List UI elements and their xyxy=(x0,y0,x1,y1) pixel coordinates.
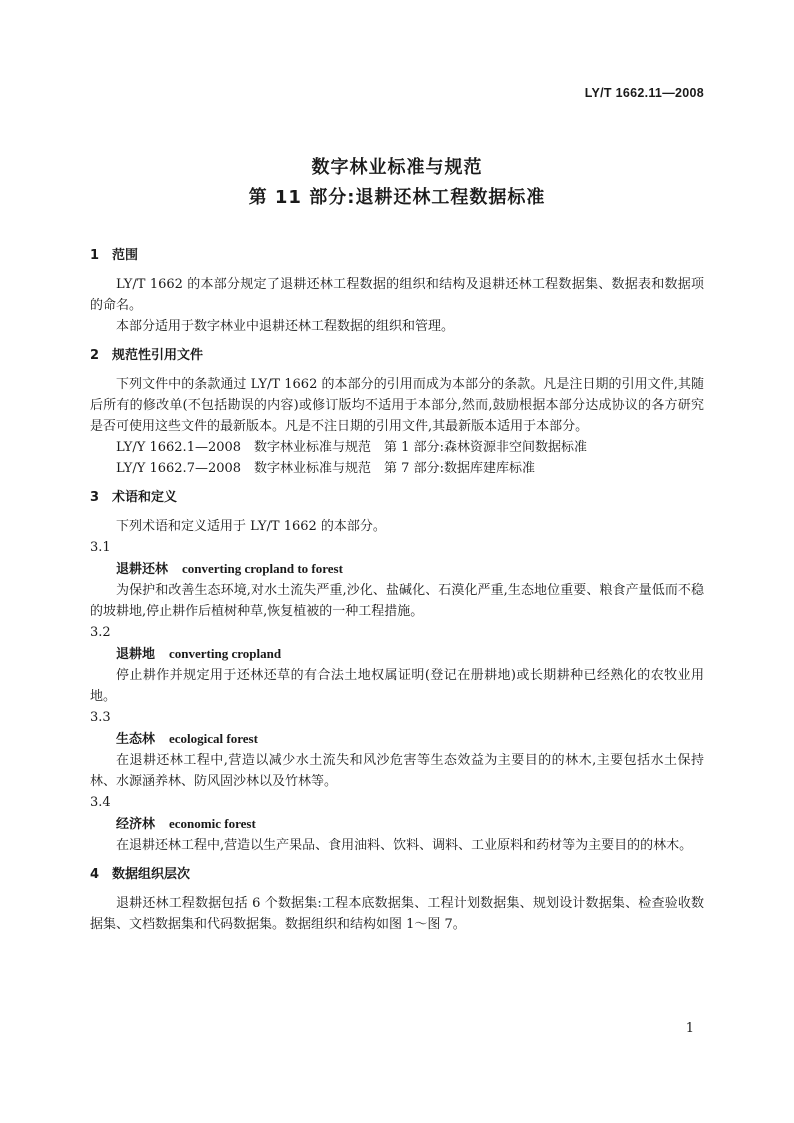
page-number: 1 xyxy=(685,1021,694,1036)
term-english: converting cropland to forest xyxy=(182,561,343,576)
paragraph: 下列术语和定义适用于 LY/T 1662 的本部分。 xyxy=(116,519,386,534)
standard-code: LY/T 1662.11—2008 xyxy=(584,86,704,100)
document-title: 数字林业标准与规范 xyxy=(311,157,483,178)
section-heading-3 xyxy=(90,487,704,508)
section-number: 4 xyxy=(90,867,100,882)
paragraph: 本部分适用于数字林业中退耕还林工程数据的组织和管理。 xyxy=(116,319,455,334)
normative-reference: LY/Y 1662.7—2008 数字林业标准与规范 第 7 部分:数据库建库标准 xyxy=(116,461,535,476)
paragraph: LY/T 1662 的本部分规定了退耕还林工程数据的组织和结构及退耕还林工程数据集、数据表和数据项的命名。 xyxy=(90,277,704,313)
section-number: 3 xyxy=(90,490,100,505)
term-chinese: 退耕地 xyxy=(116,647,156,662)
term-number: 3.1 xyxy=(90,540,111,555)
section-title: 规范性引用文件 xyxy=(112,348,204,363)
section-heading-2 xyxy=(90,345,704,366)
section-number: 1 xyxy=(90,248,100,263)
term-definition: 停止耕作并规定用于还林还草的有合法土地权属证明(登记在册耕地)或长期耕种已经熟化的农牧业用地。 xyxy=(90,668,704,704)
paragraph: 下列文件中的条款通过 LY/T 1662 的本部分的引用而成为本部分的条款。凡是注日期的引用文件,其随后所有的修改单(不包括勘误的内容)或修订版均不适用于本部分,然而,鼓励根据本部分达成协议的各方研究是否可使用这些文件的最新版本。凡是不注日期的引用文件,其最新版本适用于本部分。 xyxy=(90,377,704,434)
term-chinese: 生态林 xyxy=(116,732,156,747)
term-entry xyxy=(90,813,704,835)
section-heading-4 xyxy=(90,864,704,885)
term-number: 3.2 xyxy=(90,625,111,640)
paragraph: 退耕还林工程数据包括 6 个数据集:工程本底数据集、工程计划数据集、规划设计数据集、检查验收数据集、文档数据集和代码数据集。数据组织和结构如图 1～图 7。 xyxy=(90,896,704,932)
term-entry xyxy=(90,728,704,750)
term-definition: 在退耕还林工程中,营造以生产果品、食用油料、饮料、调料、工业原料和药材等为主要目的的林木。 xyxy=(116,838,693,853)
term-number: 3.4 xyxy=(90,795,111,810)
section-number: 2 xyxy=(90,348,100,363)
term-entry xyxy=(90,643,704,665)
term-definition: 为保护和改善生态环境,对水土流失严重,沙化、盐碱化、石漠化严重,生态地位重要、粮食产量低而不稳的坡耕地,停止耕作后植树种草,恢复植被的一种工程措施。 xyxy=(90,583,704,619)
term-chinese: 经济林 xyxy=(116,817,156,832)
section-heading-1 xyxy=(90,245,704,266)
term-english: converting cropland xyxy=(169,646,282,661)
document-subtitle: 第 11 部分:退耕还林工程数据标准 xyxy=(248,187,546,208)
normative-reference: LY/Y 1662.1—2008 数字林业标准与规范 第 1 部分:森林资源非空间数据标准 xyxy=(116,440,587,455)
document-body xyxy=(90,245,704,935)
term-chinese: 退耕还林 xyxy=(116,562,169,577)
term-entry xyxy=(90,558,704,580)
term-english: ecological forest xyxy=(169,731,258,746)
term-number: 3.3 xyxy=(90,710,111,725)
section-title: 范围 xyxy=(112,248,139,263)
term-definition: 在退耕还林工程中,营造以减少水土流失和风沙危害等生态效益为主要目的的林木,主要包括水土保持林、水源涵养林、防风固沙林以及竹林等。 xyxy=(90,753,704,789)
term-english: economic forest xyxy=(169,816,256,831)
section-title: 术语和定义 xyxy=(112,490,178,505)
section-title: 数据组织层次 xyxy=(112,867,191,882)
